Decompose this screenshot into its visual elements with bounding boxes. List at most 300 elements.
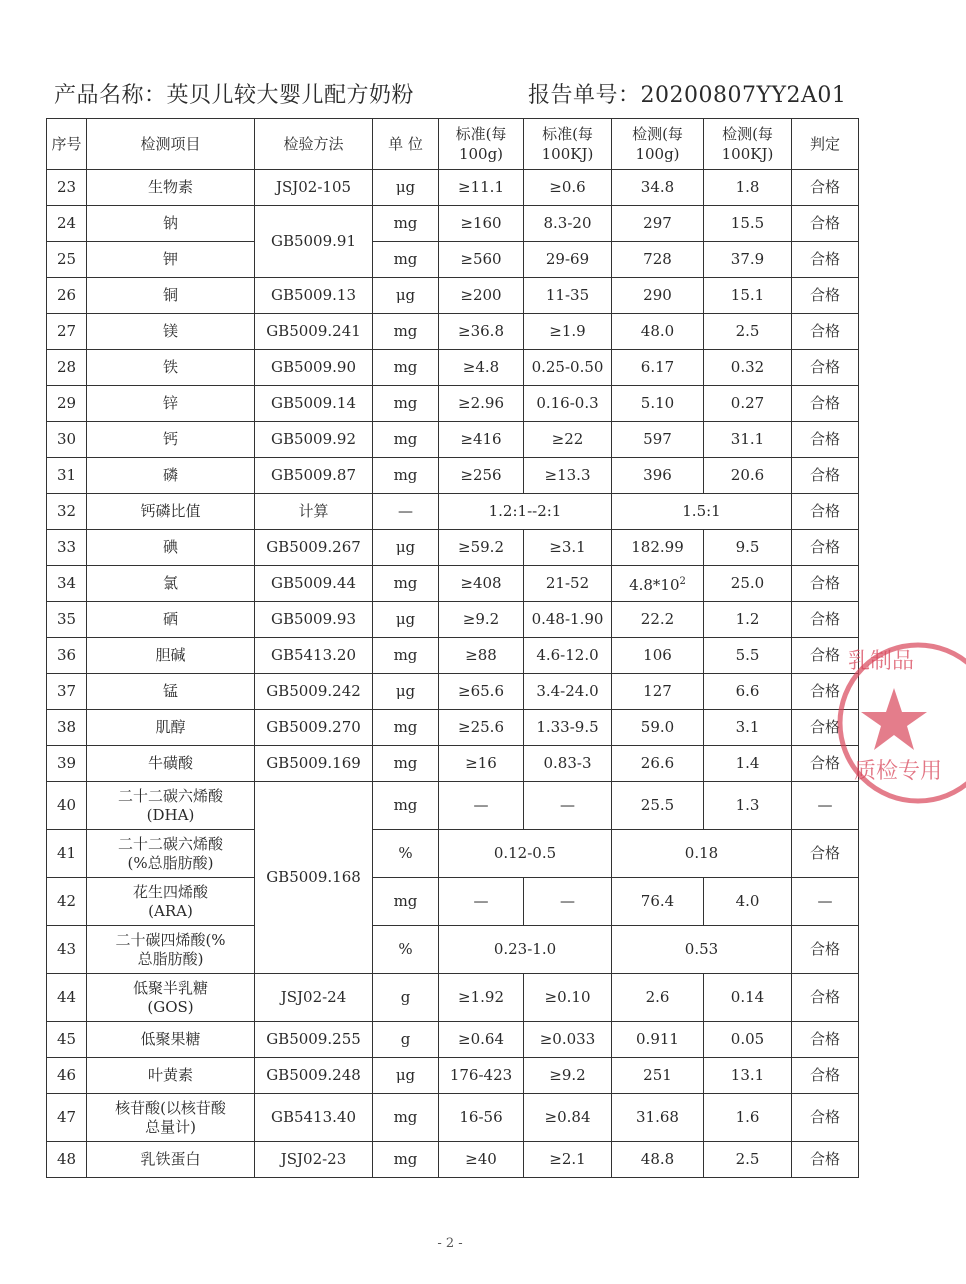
verdict: 合格: [792, 602, 859, 638]
detected-per-100g: [612, 878, 704, 926]
detected-per-100g: [612, 206, 704, 242]
verdict: 合格: [792, 278, 859, 314]
test-item: [87, 206, 255, 242]
table-row: [47, 782, 859, 830]
unit: mg: [373, 638, 439, 674]
test-item-name: 锌: [162, 394, 178, 412]
row-number: 43: [47, 926, 87, 974]
detected-per-100g: [612, 566, 704, 602]
test-item: [87, 710, 255, 746]
test-method: GB5009.270: [255, 710, 373, 746]
detected-per-100g: [612, 1142, 704, 1178]
test-method: JSJ02-24: [255, 974, 373, 1022]
unit: mg: [373, 242, 439, 278]
test-item-name: 肌醇: [155, 718, 186, 736]
test-item: [87, 638, 255, 674]
detected-per-100kj: 0.27: [704, 386, 792, 422]
standard-per-100kj: 8.3-20: [524, 206, 612, 242]
test-method: GB5009.255: [255, 1022, 373, 1058]
verdict: 合格: [792, 566, 859, 602]
unit: mg: [373, 878, 439, 926]
test-item: [87, 1094, 255, 1142]
standard-per-100kj: —: [524, 782, 612, 830]
test-item: [87, 458, 255, 494]
detected-per-100g-value: 48.8: [640, 1150, 675, 1168]
table-row: [47, 638, 859, 674]
detected-per-100g-value: 2.6: [645, 988, 670, 1006]
row-number: 47: [47, 1094, 87, 1142]
detected-per-100g-value: 31.68: [636, 1108, 679, 1126]
table-row: [47, 602, 859, 638]
test-item-name: 钙磷比值: [140, 502, 201, 520]
standard-per-100g: 176-423: [439, 1058, 524, 1094]
detected-per-100g: [612, 314, 704, 350]
unit: mg: [373, 710, 439, 746]
row-number: 31: [47, 458, 87, 494]
standard-per-100g: ≥160: [439, 206, 524, 242]
detected-per-100kj: 2.5: [704, 1142, 792, 1178]
verdict: 合格: [792, 710, 859, 746]
test-method: GB5009.242: [255, 674, 373, 710]
unit: mg: [373, 206, 439, 242]
table-row: [47, 1142, 859, 1178]
detected-per-100g: [612, 974, 704, 1022]
test-item: [87, 974, 255, 1022]
test-item-name: 锰: [162, 682, 178, 700]
row-number: 46: [47, 1058, 87, 1094]
detected-per-100g: [612, 530, 704, 566]
test-method: GB5009.13: [255, 278, 373, 314]
detected-per-100kj: 0.32: [704, 350, 792, 386]
test-item: [87, 422, 255, 458]
test-item-name: 二十碳四烯酸(%: [115, 930, 226, 949]
test-item-note: (DHA): [146, 805, 195, 824]
table-row: [47, 878, 859, 926]
verdict: 合格: [792, 458, 859, 494]
unit: mg: [373, 314, 439, 350]
standard-per-100kj: ≥0.033: [524, 1022, 612, 1058]
detected-per-100g: [612, 170, 704, 206]
detected-per-100g-value: 76.4: [640, 892, 675, 910]
detected-per-100g-value: 25.5: [640, 796, 675, 814]
table-row: [47, 386, 859, 422]
detected-per-100g-value: 597: [643, 430, 672, 448]
row-number: 48: [47, 1142, 87, 1178]
standard-per-100kj: 11-35: [524, 278, 612, 314]
test-method: GB5009.93: [255, 602, 373, 638]
detected-per-100kj: 15.1: [704, 278, 792, 314]
standard-per-100g: —: [439, 878, 524, 926]
standard-per-100g: ≥59.2: [439, 530, 524, 566]
detected-per-100g: [612, 638, 704, 674]
test-method: GB5009.91: [255, 206, 373, 278]
unit: mg: [373, 386, 439, 422]
inspection-seal: [846, 628, 966, 828]
verdict: 合格: [792, 1022, 859, 1058]
test-item: [87, 170, 255, 206]
detected-per-100g: [612, 386, 704, 422]
test-item-note: (%总脂肪酸): [127, 853, 214, 872]
test-item-name: 低聚果糖: [140, 1030, 201, 1048]
standard-per-100g: ≥2.96: [439, 386, 524, 422]
row-number: 42: [47, 878, 87, 926]
table-row: [47, 314, 859, 350]
table-row: [47, 206, 859, 242]
test-item-name: 钠: [162, 214, 178, 232]
verdict: 合格: [792, 350, 859, 386]
detected-per-100kj: 37.9: [704, 242, 792, 278]
detected-per-100g: [612, 242, 704, 278]
unit: μg: [373, 1058, 439, 1094]
standard-range: 0.12-0.5: [439, 830, 612, 878]
test-item-name: 氯: [162, 574, 178, 592]
detected-per-100kj: 1.4: [704, 746, 792, 782]
row-number: 35: [47, 602, 87, 638]
test-item-name: 镁: [162, 322, 178, 340]
unit: μg: [373, 170, 439, 206]
unit: mg: [373, 422, 439, 458]
standard-per-100kj: ≥22: [524, 422, 612, 458]
test-method: GB5009.87: [255, 458, 373, 494]
standard-per-100g: ≥88: [439, 638, 524, 674]
detected-per-100kj: 31.1: [704, 422, 792, 458]
row-number: 38: [47, 710, 87, 746]
standard-per-100g: ≥416: [439, 422, 524, 458]
standard-per-100kj: ≥2.1: [524, 1142, 612, 1178]
exponent: 2: [679, 576, 686, 587]
test-item: [87, 1058, 255, 1094]
standard-per-100g: —: [439, 782, 524, 830]
detected-per-100kj: 13.1: [704, 1058, 792, 1094]
test-item-name: 低聚半乳糖: [132, 978, 208, 997]
detected-per-100kj: 25.0: [704, 566, 792, 602]
unit: μg: [373, 602, 439, 638]
verdict: 合格: [792, 422, 859, 458]
verdict: 合格: [792, 830, 859, 878]
verdict: 合格: [792, 530, 859, 566]
row-number: 29: [47, 386, 87, 422]
detected-per-100kj: 0.05: [704, 1022, 792, 1058]
test-method: GB5009.248: [255, 1058, 373, 1094]
test-item: [87, 1022, 255, 1058]
test-method: GB5413.20: [255, 638, 373, 674]
standard-per-100kj: 0.48-1.90: [524, 602, 612, 638]
detected-per-100g-value: 290: [643, 286, 672, 304]
table-row: [47, 458, 859, 494]
col-header-det-100g: 检测(每100g): [612, 119, 704, 170]
unit: μg: [373, 674, 439, 710]
detected-per-100kj: 5.5: [704, 638, 792, 674]
col-header-method: 检验方法: [255, 119, 373, 170]
table-row: [47, 974, 859, 1022]
test-item: [87, 926, 255, 974]
row-number: 36: [47, 638, 87, 674]
unit: mg: [373, 782, 439, 830]
detected-per-100g-value: 48.0: [640, 322, 675, 340]
standard-per-100g: ≥256: [439, 458, 524, 494]
test-item-name: 核苷酸(以核苷酸: [115, 1098, 226, 1117]
detected-per-100g-value: 22.2: [640, 610, 675, 628]
test-method: GB5009.168: [255, 782, 373, 974]
table-row: [47, 530, 859, 566]
detected-per-100g: [612, 350, 704, 386]
test-method: JSJ02-23: [255, 1142, 373, 1178]
test-item-note: 总量计): [145, 1117, 196, 1136]
row-number: 28: [47, 350, 87, 386]
standard-per-100kj: 29-69: [524, 242, 612, 278]
test-item: [87, 314, 255, 350]
standard-per-100kj: 3.4-24.0: [524, 674, 612, 710]
verdict: 合格: [792, 206, 859, 242]
detected-per-100g-value: 26.6: [640, 754, 675, 772]
test-item-name: 乳铁蛋白: [140, 1150, 201, 1168]
row-number: 37: [47, 674, 87, 710]
test-item-name: 碘: [162, 538, 178, 556]
standard-per-100kj: 0.16-0.3: [524, 386, 612, 422]
unit: mg: [373, 566, 439, 602]
detected-per-100kj: 6.6: [704, 674, 792, 710]
detected-per-100g-value: 297: [643, 214, 672, 232]
table-row: [47, 170, 859, 206]
table-body: [47, 170, 859, 1178]
detected-per-100g: [612, 1022, 704, 1058]
col-header-item: 检测项目: [87, 119, 255, 170]
standard-per-100kj: ≥0.10: [524, 974, 612, 1022]
col-header-verdict: 判定: [792, 119, 859, 170]
row-number: 25: [47, 242, 87, 278]
detected-per-100g-value: 59.0: [640, 718, 675, 736]
test-item-name: 二十二碳六烯酸: [117, 786, 223, 805]
detected-value: 0.53: [612, 926, 792, 974]
test-method: GB5009.92: [255, 422, 373, 458]
row-number: 27: [47, 314, 87, 350]
unit: μg: [373, 530, 439, 566]
table-row: [47, 242, 859, 278]
standard-per-100kj: ≥9.2: [524, 1058, 612, 1094]
unit: %: [373, 830, 439, 878]
test-item: [87, 530, 255, 566]
table-row: [47, 746, 859, 782]
seal-text-bottom: 质检专用: [854, 759, 943, 784]
table-row: [47, 830, 859, 878]
product-name: 产品名称：英贝儿较大婴儿配方奶粉: [54, 83, 415, 108]
detected-per-100kj: 4.0: [704, 878, 792, 926]
detected-per-100kj: 9.5: [704, 530, 792, 566]
test-item-note: 总脂肪酸): [137, 949, 204, 968]
standard-per-100kj: 4.6-12.0: [524, 638, 612, 674]
col-header-unit: 单 位: [373, 119, 439, 170]
standard-per-100g: ≥25.6: [439, 710, 524, 746]
verdict: —: [792, 782, 859, 830]
row-number: 39: [47, 746, 87, 782]
standard-per-100g: ≥16: [439, 746, 524, 782]
row-number: 44: [47, 974, 87, 1022]
detected-per-100g: [612, 278, 704, 314]
report-number: 报告单号：20200807YY2A01: [528, 83, 847, 108]
standard-per-100g: ≥11.1: [439, 170, 524, 206]
standard-per-100kj: ≥0.6: [524, 170, 612, 206]
test-item-name: 花生四烯酸: [132, 882, 208, 901]
table-row: [47, 1094, 859, 1142]
table-row: [47, 674, 859, 710]
detected-per-100g-value: 0.911: [636, 1030, 679, 1048]
detected-per-100g: [612, 422, 704, 458]
detected-per-100kj: 3.1: [704, 710, 792, 746]
row-number: 32: [47, 494, 87, 530]
test-item: [87, 350, 255, 386]
detected-per-100g-value: 106: [643, 646, 672, 664]
row-number: 33: [47, 530, 87, 566]
test-item: [87, 830, 255, 878]
standard-per-100kj: 21-52: [524, 566, 612, 602]
test-item: [87, 386, 255, 422]
star-icon: [861, 688, 927, 750]
standard-per-100g: ≥200: [439, 278, 524, 314]
detected-per-100g: [612, 710, 704, 746]
test-item-note: (ARA): [148, 901, 193, 920]
test-item: [87, 494, 255, 530]
detected-value: 0.18: [612, 830, 792, 878]
standard-per-100kj: 0.25-0.50: [524, 350, 612, 386]
test-method: GB5009.267: [255, 530, 373, 566]
test-item: [87, 782, 255, 830]
test-item-name: 叶黄素: [147, 1066, 193, 1084]
verdict: 合格: [792, 494, 859, 530]
detected-per-100kj: 0.14: [704, 974, 792, 1022]
unit: g: [373, 1022, 439, 1058]
detected-per-100g: [612, 1058, 704, 1094]
row-number: 26: [47, 278, 87, 314]
col-header-std-100g: 标准(每100g): [439, 119, 524, 170]
unit: mg: [373, 746, 439, 782]
standard-per-100g: ≥560: [439, 242, 524, 278]
verdict: 合格: [792, 170, 859, 206]
standard-per-100kj: —: [524, 878, 612, 926]
unit: g: [373, 974, 439, 1022]
detected-per-100g-value: 251: [643, 1066, 672, 1084]
detected-per-100kj: 2.5: [704, 314, 792, 350]
verdict: 合格: [792, 974, 859, 1022]
verdict: 合格: [792, 926, 859, 974]
verdict: 合格: [792, 746, 859, 782]
detected-per-100g-value: 6.17: [640, 358, 675, 376]
standard-per-100kj: 1.33-9.5: [524, 710, 612, 746]
detected-per-100kj: 1.2: [704, 602, 792, 638]
detected-per-100g: [612, 1094, 704, 1142]
standard-per-100kj: 0.83-3: [524, 746, 612, 782]
test-item-name: 二十二碳六烯酸: [117, 834, 223, 853]
test-method: GB5009.44: [255, 566, 373, 602]
standard-per-100g: ≥40: [439, 1142, 524, 1178]
page-number: - 2 -: [437, 1236, 463, 1251]
standard-per-100kj: ≥1.9: [524, 314, 612, 350]
table-header-row: [47, 119, 859, 170]
detected-per-100g-value: 5.10: [640, 394, 675, 412]
standard-per-100g: ≥0.64: [439, 1022, 524, 1058]
verdict: —: [792, 878, 859, 926]
verdict: 合格: [792, 314, 859, 350]
test-item-name: 铜: [162, 286, 178, 304]
unit: mg: [373, 1094, 439, 1142]
standard-per-100kj: ≥13.3: [524, 458, 612, 494]
test-item-note: (GOS): [147, 997, 194, 1016]
test-method: GB5009.14: [255, 386, 373, 422]
table-row: [47, 350, 859, 386]
standard-per-100g: 16-56: [439, 1094, 524, 1142]
test-item: [87, 602, 255, 638]
test-item-name: 胆碱: [155, 646, 186, 664]
test-item: [87, 1142, 255, 1178]
test-item: [87, 674, 255, 710]
seal-text-top: 乳制品: [848, 649, 915, 674]
unit: %: [373, 926, 439, 974]
test-method: 计算: [255, 494, 373, 530]
table-row: [47, 422, 859, 458]
unit: mg: [373, 1142, 439, 1178]
table-row: [47, 566, 859, 602]
detected-per-100g: [612, 602, 704, 638]
unit: —: [373, 494, 439, 530]
table-row: [47, 494, 859, 530]
test-method: GB5009.241: [255, 314, 373, 350]
detected-per-100g: [612, 746, 704, 782]
test-item-name: 铁: [162, 358, 178, 376]
unit: mg: [373, 350, 439, 386]
test-method: GB5009.169: [255, 746, 373, 782]
unit: mg: [373, 458, 439, 494]
test-item-name: 钙: [162, 430, 178, 448]
standard-per-100kj: ≥3.1: [524, 530, 612, 566]
unit: μg: [373, 278, 439, 314]
report-header: [50, 78, 850, 114]
row-number: 34: [47, 566, 87, 602]
test-method: JSJ02-105: [255, 170, 373, 206]
test-item: [87, 278, 255, 314]
detected-per-100kj: 1.3: [704, 782, 792, 830]
verdict: 合格: [792, 674, 859, 710]
row-number: 30: [47, 422, 87, 458]
detected-per-100g: [612, 782, 704, 830]
standard-per-100g: ≥408: [439, 566, 524, 602]
table-row: [47, 926, 859, 974]
test-item-name: 牛磺酸: [147, 754, 193, 772]
verdict: 合格: [792, 1058, 859, 1094]
col-header-det-100kj: 检测(每100KJ): [704, 119, 792, 170]
test-item-name: 钾: [162, 250, 178, 268]
test-item: [87, 566, 255, 602]
col-header-no: 序号: [47, 119, 87, 170]
test-item: [87, 746, 255, 782]
detected-per-100g-value: 127: [643, 682, 672, 700]
detected-per-100kj: 20.6: [704, 458, 792, 494]
detected-per-100kj: 15.5: [704, 206, 792, 242]
row-number: 23: [47, 170, 87, 206]
table-row: [47, 710, 859, 746]
standard-per-100g: ≥9.2: [439, 602, 524, 638]
test-method: GB5009.90: [255, 350, 373, 386]
standard-per-100g: ≥36.8: [439, 314, 524, 350]
row-number: 40: [47, 782, 87, 830]
row-number: 24: [47, 206, 87, 242]
standard-per-100g: ≥4.8: [439, 350, 524, 386]
detected-per-100g-value: 728: [643, 250, 672, 268]
row-number: 41: [47, 830, 87, 878]
test-item-name: 硒: [162, 610, 178, 628]
verdict: 合格: [792, 1142, 859, 1178]
test-item-name: 生物素: [147, 178, 193, 196]
test-method: GB5413.40: [255, 1094, 373, 1142]
table-row: [47, 278, 859, 314]
